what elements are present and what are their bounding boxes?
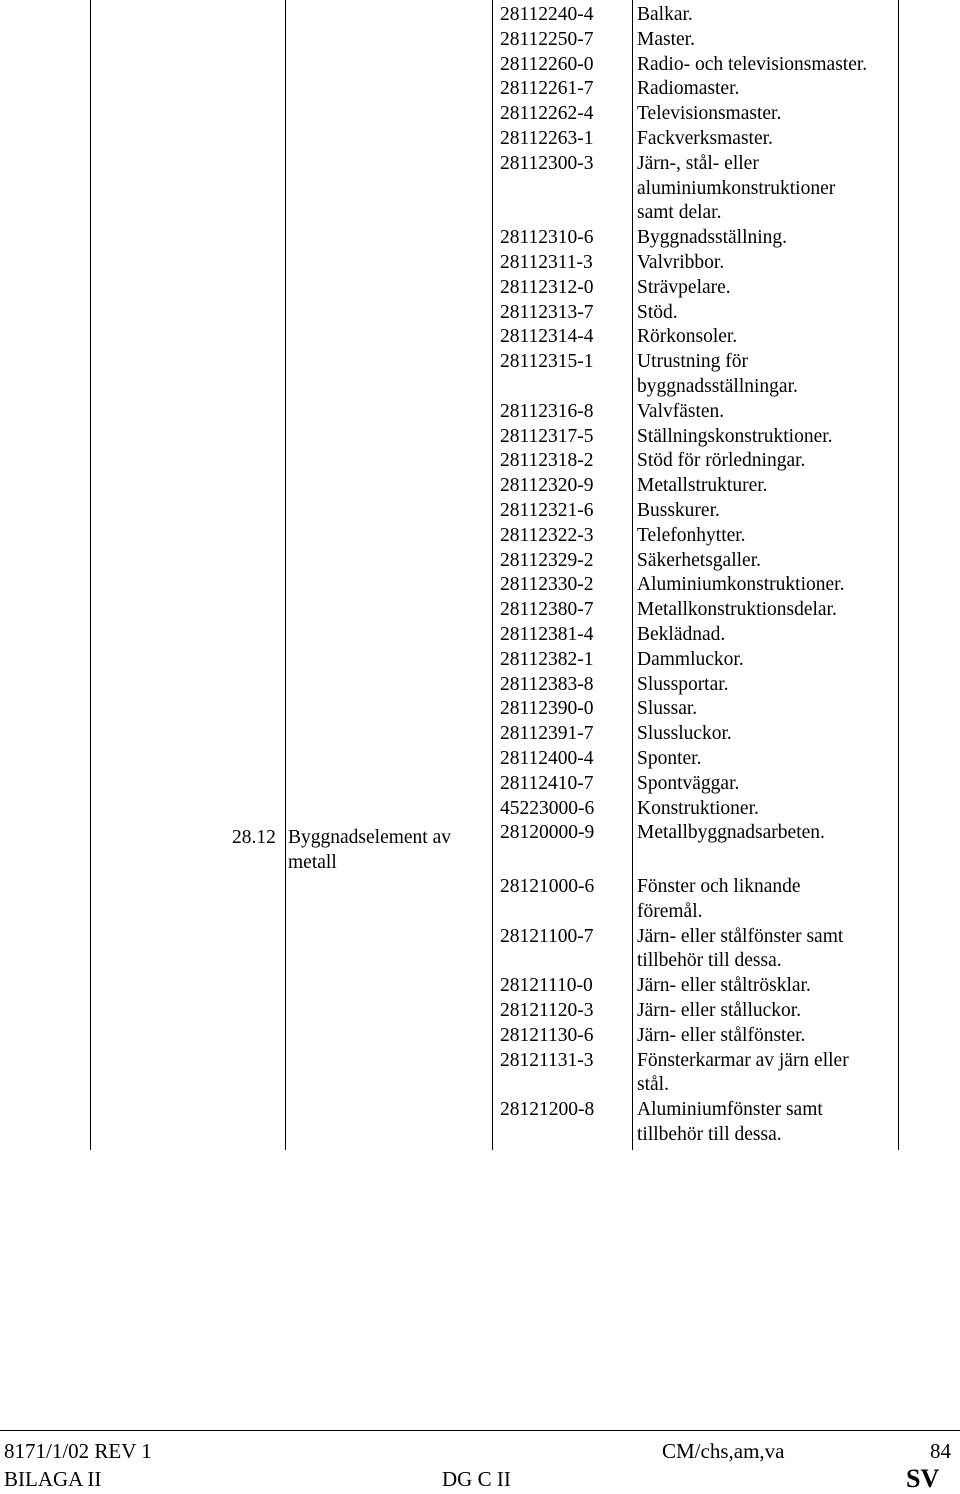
table-row-code: 28112312-0 (500, 276, 594, 298)
table-row-description: Beklädnad. (637, 624, 726, 645)
table-row-description: Aluminiumkonstruktioner. (637, 574, 845, 596)
table-row-description: aluminiumkonstruktioner (637, 177, 836, 199)
table-row-code: 28112316-8 (500, 400, 594, 422)
table-row-description: Strävpelare. (637, 276, 731, 298)
table-row-code: 28112329-2 (500, 549, 594, 571)
table-row-code: 28120000-9 (500, 822, 595, 844)
table-row-code: 28112400-4 (500, 748, 594, 769)
table-row-description: Slussportar. (637, 673, 729, 695)
table-row-description: Säkerhetsgaller. (637, 549, 761, 571)
table-row-description: Byggnadsställning. (637, 227, 788, 249)
table-row-description: Konstruktioner. (637, 797, 759, 819)
table-row-description: Dammluckor. (637, 648, 744, 670)
table-row-description: Metallstrukturer. (637, 475, 768, 497)
footer-page-number: 84 (930, 1439, 951, 1463)
table-row-code: 28121100-7 (500, 925, 594, 947)
table-row-code: 28112383-8 (500, 673, 594, 695)
table-row-code: 28112391-7 (500, 723, 594, 745)
table-row-code: 28112314-4 (500, 326, 594, 348)
table-row-code: 28112300-3 (500, 152, 594, 174)
table-row-description: Televisionsmaster. (637, 103, 782, 125)
table-row-code: 28112262-4 (500, 103, 594, 125)
table-row-description: byggnadsställningar. (637, 376, 798, 397)
table-row-description: Master. (637, 28, 695, 50)
table-row-code: 45223000-6 (500, 797, 595, 819)
footer-annex: BILAGA II (4, 1467, 102, 1491)
table-row-code: 28112410-7 (500, 772, 594, 794)
table-row-description: Metallbyggnadsarbeten. (637, 822, 825, 844)
table-row-description: Stöd för rörledningar. (637, 450, 806, 472)
table-row-description: Valvfästen. (637, 400, 725, 422)
section-title-line-2: metall (288, 852, 337, 873)
table-row-code: 28112381-4 (500, 624, 594, 645)
table-row-code: 28112320-9 (500, 475, 594, 497)
table-row-code: 28112240-4 (500, 4, 594, 25)
table-row-description: Fackverksmaster. (637, 128, 773, 149)
table-row-code: 28121131-3 (500, 1049, 594, 1071)
table-row-description: tillbehör till dessa. (637, 1124, 782, 1145)
table-rule-1 (90, 0, 91, 1150)
table-row-code: 28112313-7 (500, 301, 594, 323)
table-row-description: Metallkonstruktionsdelar. (637, 599, 837, 621)
table-rule-4 (632, 0, 633, 1150)
table-row-description: Telefonhytter. (637, 524, 746, 546)
table-row-description: tillbehör till dessa. (637, 950, 782, 972)
table-row-code: 28112318-2 (500, 450, 594, 472)
table-row-description: Järn- eller stålfönster. (637, 1024, 806, 1046)
table-row-code: 28121200-8 (500, 1099, 595, 1121)
table-rule-5 (898, 0, 899, 1150)
footer-author-ref: CM/chs,am,va (662, 1439, 785, 1463)
table-row-description: Valvribbor. (637, 252, 725, 273)
table-row-code: 28112330-2 (500, 574, 594, 596)
table-rule-2 (285, 0, 286, 1150)
table-row-description: Järn- eller stålfönster samt (637, 925, 844, 947)
section-number: 28.12 (232, 827, 276, 848)
table-row-description: Järn- eller ståltrösklar. (637, 975, 811, 997)
table-row-description: Sponter. (637, 748, 702, 769)
table-row-description: Fönster och liknande (637, 876, 801, 897)
table-row-description: Slussluckor. (637, 723, 732, 745)
footer-language: SV (906, 1464, 940, 1493)
table-row-description: Aluminiumfönster samt (637, 1099, 823, 1121)
footer-doc-ref: 8171/1/02 REV 1 (4, 1439, 152, 1463)
table-row-description: Slussar. (637, 698, 698, 720)
table-row-code: 28112380-7 (500, 599, 594, 621)
table-row-description: Fönsterkarmar av järn eller (637, 1049, 849, 1071)
table-row-code: 28112321-6 (500, 500, 594, 521)
footer-dg: DG C II (442, 1467, 511, 1491)
table-row-description: samt delar. (637, 202, 722, 224)
table-row-description: Balkar. (637, 4, 693, 25)
table-row-description: stål. (637, 1074, 669, 1096)
table-rule-3 (492, 0, 493, 1150)
footer-rule (0, 1430, 960, 1431)
table-row-code: 28112250-7 (500, 28, 594, 50)
table-row-description: Utrustning för (637, 351, 749, 373)
table-row-code: 28112382-1 (500, 648, 594, 670)
section-title-line-1: Byggnadselement av (288, 827, 451, 848)
table-row-description: Radio- och televisionsmaster. (637, 53, 868, 75)
table-row-description: Järn-, stål- eller (637, 152, 759, 174)
table-row-code: 28112315-1 (500, 351, 594, 373)
table-row-description: Radiomaster. (637, 78, 740, 100)
table-row-code: 28121120-3 (500, 1000, 594, 1021)
table-row-description: Spontväggar. (637, 772, 740, 794)
table-row-code: 28112261-7 (500, 78, 594, 100)
table-row-code: 28112317-5 (500, 425, 594, 447)
table-row-description: Busskurer. (637, 500, 720, 521)
table-row-code: 28112263-1 (500, 128, 594, 149)
table-row-code: 28112310-6 (500, 227, 594, 249)
table-row-code: 28121000-6 (500, 876, 595, 897)
table-row-code: 28112322-3 (500, 524, 594, 546)
table-row-description: Järn- eller stålluckor. (637, 1000, 802, 1021)
table-row-code: 28112311-3 (500, 252, 593, 273)
table-row-description: föremål. (637, 900, 703, 922)
table-row-description: Stöd. (637, 301, 678, 323)
table-row-description: Ställningskonstruktioner. (637, 425, 833, 447)
table-row-code: 28112260-0 (500, 53, 594, 75)
table-row-code: 28121110-0 (500, 975, 593, 997)
table-row-code: 28121130-6 (500, 1024, 594, 1046)
table-row-code: 28112390-0 (500, 698, 594, 720)
table-row-description: Rörkonsoler. (637, 326, 738, 348)
